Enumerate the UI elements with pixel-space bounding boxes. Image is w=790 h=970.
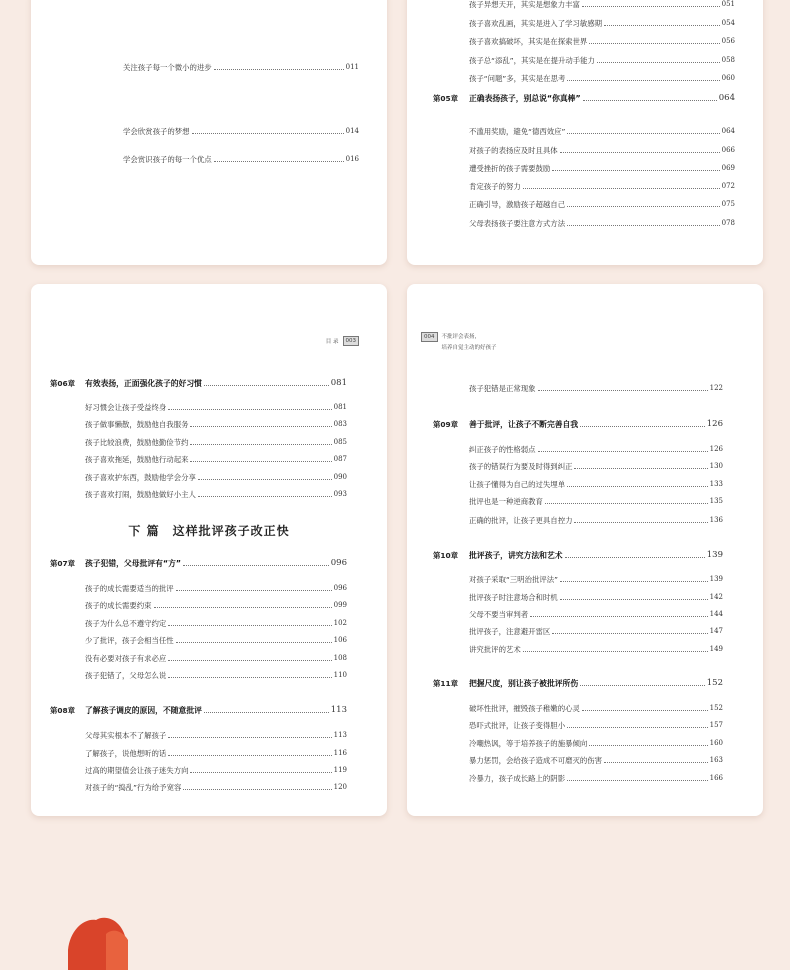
page-ref: 064 [721,127,735,135]
entry-title: 父母其实根本不了解孩子 [85,731,167,740]
toc-entry-row[interactable] [85,470,347,482]
toc-entry-row[interactable] [469,607,723,619]
page-ref: 149 [709,645,723,653]
page-ref: 060 [721,74,735,82]
entry-title: 对孩子采取“三明治批评法” [469,575,558,584]
entry-title: 父母表扬孩子要注意方式方法 [469,219,566,228]
header-label: 目 录 [325,339,339,345]
entry-title: 少了批评，孩子会相当任性 [85,636,174,645]
entry-title: 暴力惩罚，会给孩子造成不可磨灭的伤害 [469,756,603,765]
dot-leader [192,132,344,134]
dot-leader [168,676,331,678]
dot-leader [190,443,331,445]
page-ref: 144 [709,610,723,618]
toc-entry-row[interactable] [469,0,735,9]
chapter-title: 有效表扬，正面强化孩子的好习惯 [85,379,202,388]
dot-leader [597,61,720,63]
toc-page-003 [31,284,387,816]
toc-entry-row[interactable] [469,513,723,525]
dot-leader [204,711,329,713]
dot-leader [567,779,708,781]
dot-leader [580,684,705,686]
entry-title: 关注孩子每一个微小的进步 [123,63,212,72]
page-number: 004 [421,332,438,342]
toc-entry-row[interactable] [469,179,735,191]
page-ref: 093 [333,490,347,498]
page-ref: 051 [721,0,735,8]
toc-entry-row[interactable] [469,572,723,584]
toc-entry-row[interactable] [85,763,347,775]
entry-title: 批评孩子，注意避开雷区 [469,627,551,636]
page-ref: 096 [333,584,347,592]
dot-leader [583,99,717,101]
chapter-number: 第06章 [50,379,76,388]
dot-leader [552,169,719,171]
page-ref: 122 [709,384,723,392]
dot-leader [176,589,332,591]
dot-leader [567,224,720,226]
toc-entry-row[interactable] [469,381,723,393]
toc-entry-row[interactable] [469,718,723,730]
toc-entry-row[interactable] [469,161,735,173]
entry-title: 正确的批评，让孩子更具自控力 [469,516,573,525]
entry-title: 孩子喜欢打闹，鼓励他做好小主人 [85,490,196,499]
toc-entry-row[interactable] [469,753,723,765]
page-ref: 075 [721,200,735,208]
dot-leader [183,788,331,790]
entry-title: 孩子犯错是正常现象 [469,384,536,393]
toc-chapter-row[interactable] [433,91,735,103]
dot-leader [567,726,708,728]
entry-title: 讲究批评的艺术 [469,645,521,654]
entry-title: 对孩子的表扬应及时且具体 [469,146,558,155]
page-ref: 085 [333,438,347,446]
dot-leader [565,556,705,558]
page-ref: 142 [709,593,723,601]
page-ref: 054 [721,19,735,27]
dot-leader [589,42,719,44]
toc-entry-row[interactable] [469,34,735,46]
page-ref: 081 [333,403,347,411]
dot-leader [538,450,708,452]
toc-entry-row[interactable] [85,452,347,464]
dot-leader [198,478,332,480]
toc-entry-row[interactable] [469,216,735,228]
entry-title: 冷暴力，孩子成长路上的阴影 [469,774,566,783]
toc-chapter-row[interactable] [50,703,347,715]
page-ref: 136 [709,516,723,524]
entry-title: 过高的期望值会让孩子迷失方向 [85,766,189,775]
page-ref: 139 [709,575,723,583]
toc-entry-row[interactable] [469,771,723,783]
page-ref: 126 [706,419,723,429]
dot-leader [154,606,332,608]
toc-entry-row[interactable] [469,143,735,155]
dot-leader [204,384,329,386]
dot-leader [183,564,329,566]
page-ref: 139 [706,550,723,560]
entry-title: 孩子喜欢护东西，鼓励他学会分享 [85,473,196,482]
entry-title: 批评也是一种逆商教育 [469,497,543,506]
entry-title: 孩子为什么总不遵守约定 [85,619,167,628]
toc-entry-row[interactable] [85,616,347,628]
dot-leader [574,521,707,523]
page-ref: 126 [709,445,723,453]
entry-title: 正确引导，激励孩子超越自己 [469,200,566,209]
page-ref: 081 [330,378,347,388]
dot-leader [523,187,720,189]
entry-title: 没有必要对孩子有求必应 [85,654,167,663]
toc-entry-row[interactable] [85,581,347,593]
dot-leader [168,754,331,756]
page-ref: 108 [333,654,347,662]
dot-leader [589,744,707,746]
dot-leader [190,771,331,773]
entry-title: 孩子“问题”多，其实是在思考 [469,74,566,83]
entry-title: 破坏性批评，摧毁孩子稚嫩的心灵 [469,704,580,713]
toc-entry-row[interactable] [469,477,723,489]
page-ref: 016 [345,155,359,163]
entry-title: 孩子喜欢乱画，其实是进入了学习敏感期 [469,19,603,28]
entry-title: 学会赏识孩子的每一个优点 [123,155,212,164]
toc-chapter-row[interactable] [433,548,723,560]
dot-leader [168,736,331,738]
toc-entry-row[interactable] [469,442,723,454]
entry-title: 孩子比较浪费，鼓励他勤俭节约 [85,438,189,447]
entry-title: 孩子的错误行为要及时得到纠正 [469,462,573,471]
toc-entry-row[interactable] [85,780,347,792]
dot-leader [214,160,344,162]
dot-leader [523,650,708,652]
toc-entry-row[interactable] [469,459,723,471]
page-ref: 072 [721,182,735,190]
toc-entry-row[interactable] [123,152,359,164]
entry-title: 不滥用奖励，避免“德西效应” [469,127,566,136]
part-title: 下 篇 这样批评孩子改正快 [128,524,290,538]
toc-entry-row[interactable] [469,71,735,83]
toc-entry-row[interactable] [469,624,723,636]
page-ref: 087 [333,455,347,463]
entry-title: 学会欣赏孩子的梦想 [123,127,190,136]
dot-leader [567,132,719,134]
dot-leader [582,5,720,7]
page-ref: 011 [345,63,359,71]
dot-leader [552,632,707,634]
toc-entry-row[interactable] [469,494,723,506]
page-ref: 133 [709,480,723,488]
page-number: 003 [343,336,360,346]
page-ref: 056 [721,37,735,45]
entry-title: 对孩子的“捣乱”行为给予宽容 [85,783,182,792]
page-ref: 066 [721,146,735,154]
dot-leader [582,709,708,711]
toc-entry-row[interactable] [123,60,359,72]
toc-entry-row[interactable] [85,668,347,680]
page-ref: 083 [333,420,347,428]
dot-leader [580,425,705,427]
book-title-line2: 培养自觉主动的好孩子 [441,345,497,351]
entry-title: 好习惯会让孩子受益终身 [85,403,167,412]
chapter-number: 第08章 [50,706,76,715]
decorative-flower-shape [66,910,130,970]
dot-leader [560,580,708,582]
page-ref: 058 [721,56,735,64]
entry-title: 肯定孩子的努力 [469,182,521,191]
chapter-title: 了解孩子调皮的原因，不随意批评 [85,706,202,715]
toc-entry-row[interactable] [85,435,347,447]
dot-leader [574,467,707,469]
page-ref: 166 [709,774,723,782]
dot-leader [530,615,707,617]
chapter-number: 第05章 [433,94,459,103]
toc-entry-row[interactable] [85,633,347,645]
entry-title: 孩子的成长需要适当的批评 [85,584,174,593]
page-ref: 106 [333,636,347,644]
page-ref: 152 [706,678,723,688]
entry-title: 了解孩子，说他想听的话 [85,749,167,758]
chapter-title: 正确表扬孩子，别总说“你真棒” [469,94,581,103]
page-ref: 078 [721,219,735,227]
dot-leader [538,389,708,391]
entry-title: 孩子喜欢搞破坏，其实是在探索世界 [469,37,588,46]
toc-entry-row[interactable] [85,746,347,758]
dot-leader [176,641,332,643]
entry-title: 纠正孩子的性格弱点 [469,445,536,454]
toc-entry-row[interactable] [469,124,735,136]
page-ref: 147 [709,627,723,635]
entry-title: 孩子的成长需要约束 [85,601,152,610]
toc-chapter-row[interactable] [433,417,723,429]
entry-title: 孩子总“添乱”，其实是在提升动手能力 [469,56,595,65]
page-ref: 113 [330,705,347,715]
entry-title: 让孩子懂得为自己的过失埋单 [469,480,566,489]
page-ref: 099 [333,601,347,609]
toc-entry-row[interactable] [85,417,347,429]
entry-title: 遭受挫折的孩子需要鼓励 [469,164,551,173]
page-ref: 096 [330,558,347,568]
page-ref: 116 [333,749,347,757]
toc-entry-row[interactable] [469,736,723,748]
chapter-number: 第09章 [433,420,459,429]
chapter-number: 第07章 [50,559,76,568]
dot-leader [198,495,332,497]
page-header [326,336,359,346]
dot-leader [560,151,720,153]
dot-leader [168,408,331,410]
toc-entry-row[interactable] [85,487,347,499]
dot-leader [604,761,708,763]
entry-title: 批评孩子时注意场合和时机 [469,593,558,602]
page-header [421,332,497,351]
toc-entry-row[interactable] [469,701,723,713]
chapter-title: 把握尺度，别让孩子被批评所伤 [469,679,579,688]
chapter-number: 第10章 [433,551,459,560]
dot-leader [604,24,720,26]
toc-entry-row[interactable] [85,598,347,610]
page-ref: 120 [333,783,347,791]
page-ref: 102 [333,619,347,627]
entry-title: 父母不要当审判者 [469,610,529,619]
entry-title: 孩子做事懒散，鼓励他自我服务 [85,420,189,429]
page-ref: 064 [718,93,735,103]
toc-entry-row[interactable] [85,400,347,412]
toc-entry-row[interactable] [469,16,735,28]
entry-title: 冷嘲热讽，等于培养孩子的施暴倾向 [469,739,588,748]
chapter-number: 第11章 [433,679,459,688]
toc-page-top-right [407,0,763,265]
toc-page-top-left [31,0,387,265]
toc-chapter-row[interactable] [433,676,723,688]
page-ref: 157 [709,721,723,729]
page-ref: 163 [709,756,723,764]
page-ref: 113 [333,731,347,739]
dot-leader [190,460,331,462]
dot-leader [567,485,708,487]
chapter-title: 孩子犯错，父母批评有“方” [85,559,182,568]
dot-leader [214,68,344,70]
page-ref: 119 [333,766,347,774]
page-ref: 090 [333,473,347,481]
entry-title: 孩子喜欢拖延，鼓励他行动起来 [85,455,189,464]
page-ref: 069 [721,164,735,172]
toc-chapter-row[interactable] [50,376,347,388]
toc-chapter-row[interactable] [50,556,347,568]
chapter-title: 善于批评，让孩子不断完善自我 [469,420,579,429]
toc-entry-row[interactable] [469,590,723,602]
page-ref: 014 [345,127,359,135]
book-title-line1: 不批评会表扬， [441,334,481,340]
dot-leader [567,205,720,207]
toc-entry-row[interactable] [469,197,735,209]
page-ref: 152 [709,704,723,712]
toc-page-004 [407,284,763,816]
dot-leader [560,598,708,600]
entry-title: 孩子犯错了，父母怎么说 [85,671,167,680]
toc-entry-row[interactable] [123,124,359,136]
page-ref: 130 [709,462,723,470]
entry-title: 孩子异想天开，其实是想象力丰富 [469,0,580,9]
toc-entry-row[interactable] [469,53,735,65]
page-ref: 110 [333,671,347,679]
dot-leader [190,425,331,427]
dot-leader [567,79,719,81]
toc-entry-row[interactable] [469,642,723,654]
toc-entry-row[interactable] [85,728,347,740]
dot-leader [168,659,331,661]
dot-leader [545,502,708,504]
dot-leader [168,624,331,626]
page-ref: 135 [709,497,723,505]
chapter-title: 批评孩子，讲究方法和艺术 [469,551,563,560]
page-ref: 160 [709,739,723,747]
toc-entry-row[interactable] [85,651,347,663]
entry-title: 恐吓式批评，让孩子变得胆小 [469,721,566,730]
